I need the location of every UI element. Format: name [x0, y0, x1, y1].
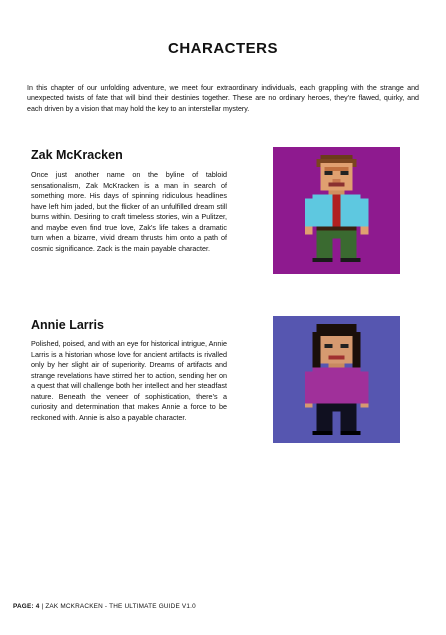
footer-doc-title: ZAK MCKRACKEN - THE ULTIMATE GUIDE V1.0	[45, 603, 196, 610]
footer-page-number: PAGE: 4	[13, 603, 40, 610]
zak-portrait	[273, 147, 400, 274]
character-name-annie: Annie Larris	[31, 318, 104, 332]
intro-paragraph: In this chapter of our unfolding adventure, we meet four extraordinary individuals, each grappling with the strange and unexpected twists of fate that will bind their destinies together. These are no ordinary heroes, they’re flawed, quirky, and each driven by a vision that may hold the key to an interstellar mystery.	[27, 84, 419, 113]
character-description-zak: Once just another name on the byline of tabloid sensationalism, Zak McKracken is a man in search of something more. His days of spinning ridiculous headlines have left him jaded, but the flicker of an unfulfilled dream still burns within. Desiring to craft timeless stories, win a Pulitzer, and maybe even find true love, Zak’s life takes a dramatic turn when a bizarre, vivid dream thrusts him onto a path of cosmic significance. Zack is the main payable character.	[31, 170, 227, 253]
footer-separator: |	[39, 603, 46, 610]
annie-portrait	[273, 316, 400, 443]
page-footer	[13, 603, 196, 610]
character-name-zak: Zak McKracken	[31, 148, 123, 162]
character-description-annie: Polished, poised, and with an eye for historical intrigue, Annie Larris is a historian whose love for ancient artifacts is rivalled only by her slight air of superiority. Dreams of artifacts and strange revelations have stirred her to action, sending her on a quest that will challenge both her intellect and her steadfast nature. Beneath the veneer of sophistication, there’s a curiosity and determination that makes Annie a force to be reckoned with. Annie is also a payable character.	[31, 339, 227, 422]
page-title: CHARACTERS	[168, 40, 278, 57]
